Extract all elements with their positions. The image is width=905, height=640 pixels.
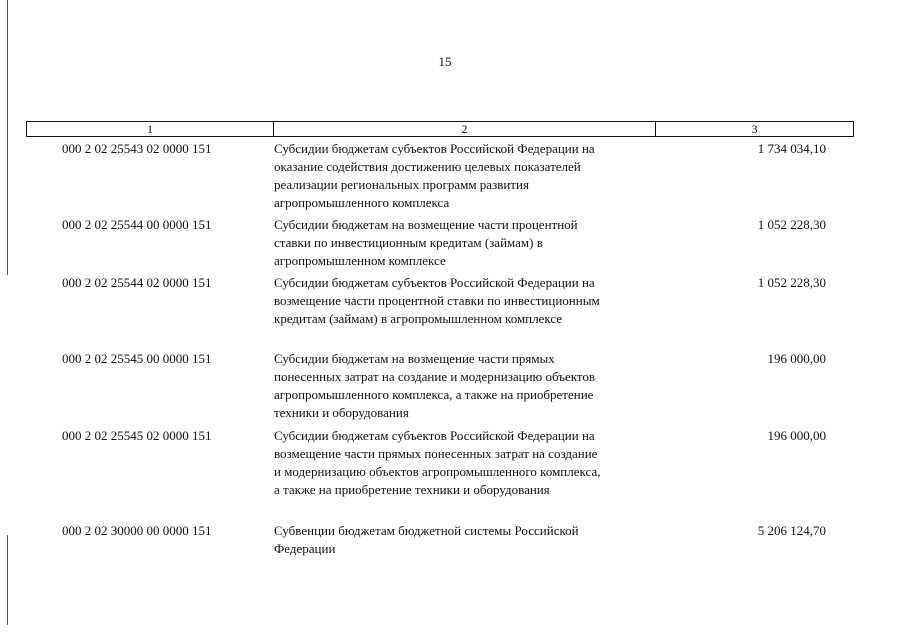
row-description [274,140,664,212]
amount: 196 000,00 [767,351,826,366]
row-description [274,350,664,422]
description-line: Субсидии бюджетам субъектов Российской Федерации на [274,275,595,290]
description-line: ставки по инвестиционным кредитам (займам) в [274,235,543,250]
description-line: кредитам (займам) в агропромышленном комплексе [274,311,563,326]
description-line: возмещение части процентной ставки по инвестиционным [274,293,600,308]
row-description [274,274,664,328]
description-line: и модернизацию объектов агропромышленного комплекса, [274,464,601,479]
description-line: оказание содействия достижению целевых показателей [274,159,581,174]
amount: 5 206 124,70 [757,523,826,538]
row-description [274,522,664,558]
description-line: Субсидии бюджетам субъектов Российской Федерации на [274,141,595,156]
row-description [274,216,664,270]
description-line: Субсидии бюджетам субъектов Российской Федерации на [274,428,595,443]
budget-code: 000 2 02 25545 00 0000 151 [62,351,212,366]
row-description [274,427,664,499]
amount: 1 052 228,30 [757,275,826,290]
description-line: агропромышленного комплекса, а также на приобретение [274,387,594,402]
description-line: Субсидии бюджетам на возмещение части прямых [274,351,555,366]
description-line: реализации региональных программ развития [274,177,529,192]
column-header-1: 1 [27,122,274,136]
description-line: агропромышленном комплексе [274,253,446,268]
amount: 1 734 034,10 [757,141,826,156]
description-line: Субвенции бюджетам бюджетной системы Российской [274,523,579,538]
amount: 196 000,00 [767,428,826,443]
description-line: Субсидии бюджетам на возмещение части процентной [274,217,578,232]
description-line: агропромышленного комплекса [274,195,450,210]
scan-edge-line [7,535,8,625]
scan-edge-line [7,0,8,275]
description-line: техники и оборудования [274,405,409,420]
page-number: 15 [438,54,452,69]
amount: 1 052 228,30 [757,217,826,232]
budget-code: 000 2 02 25545 02 0000 151 [62,428,212,443]
column-header-3: 3 [751,122,758,136]
budget-code: 000 2 02 25544 02 0000 151 [62,275,212,290]
description-line: Федерации [274,541,336,556]
budget-code: 000 2 02 25544 00 0000 151 [62,217,212,232]
description-line: понесенных затрат на создание и модернизацию объектов [274,369,596,384]
budget-code: 000 2 02 30000 00 0000 151 [62,523,212,538]
description-line: а также на приобретение техники и оборудования [274,482,550,497]
budget-code: 000 2 02 25543 02 0000 151 [62,141,212,156]
description-line: возмещение части прямых понесенных затрат на создание [274,446,598,461]
column-header-2: 2 [274,122,656,136]
table-header [26,121,854,137]
